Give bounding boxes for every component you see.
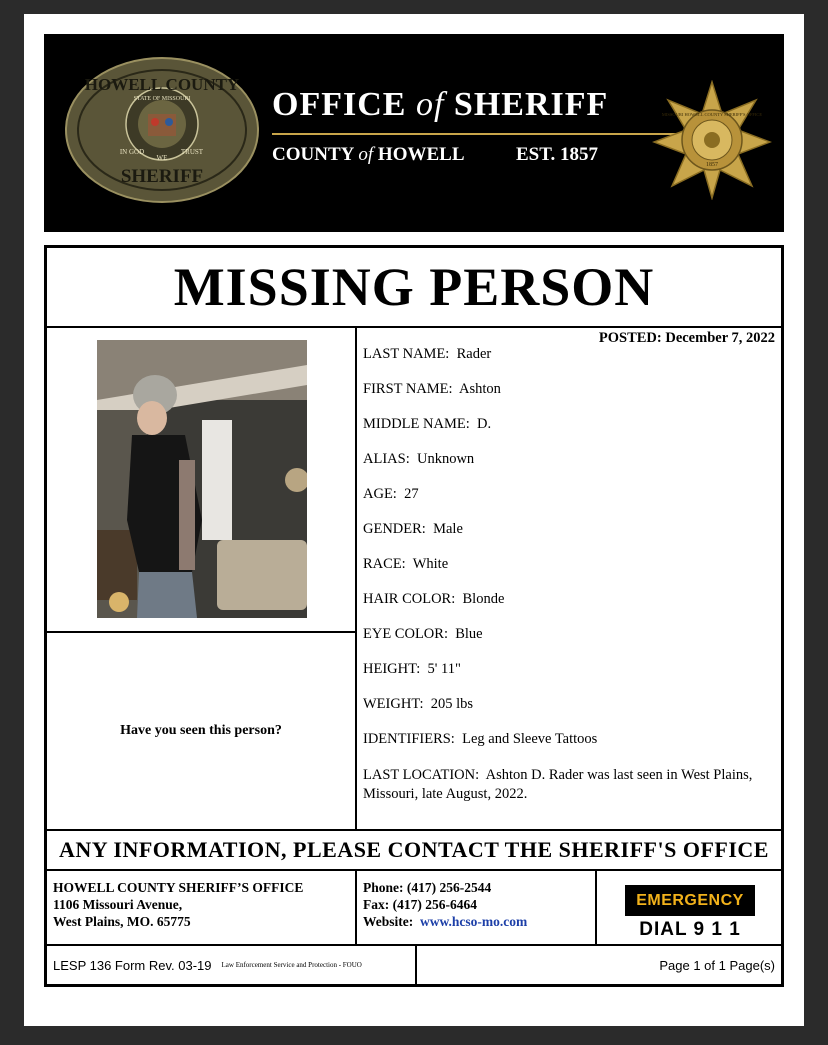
phone-number: Phone: (417) 256-2544 xyxy=(363,880,492,895)
phone-cell xyxy=(356,870,596,945)
contact-banner: ANY INFORMATION, PLEASE CONTACT THE SHERIFF'S OFFICE xyxy=(46,830,782,870)
detail-field-label: RACE: xyxy=(363,556,406,572)
detail-field xyxy=(363,556,448,573)
detail-field xyxy=(363,731,597,748)
detail-field-label: LAST LOCATION: xyxy=(363,767,480,783)
county-seal-badge-icon xyxy=(62,54,262,206)
detail-field-label: WEIGHT: xyxy=(363,696,424,712)
office-name: HOWELL COUNTY SHERIFF’S OFFICE xyxy=(53,880,304,895)
detail-field xyxy=(363,451,474,468)
missing-person-photo xyxy=(97,340,307,618)
detail-field xyxy=(363,346,491,363)
star-ring-text: MISSOURI HOWELL COUNTY SHERIFF'S OFFICE xyxy=(661,112,763,117)
detail-field-value: 5' 11" xyxy=(427,661,461,677)
detail-field-label: IDENTIFIERS: xyxy=(363,731,455,747)
missing-person-title: MISSING PERSON xyxy=(46,247,782,327)
page-count-cell xyxy=(416,945,782,985)
detail-field-label: HAIR COLOR: xyxy=(363,591,456,607)
sheriff-star-badge-icon xyxy=(652,80,772,200)
seal-motto-left: IN GOD xyxy=(119,148,145,156)
established-text: EST. 1857 xyxy=(516,144,599,165)
detail-field-value: Ashton D. Rader was last seen in West Plains, Missouri, late August, 2022. xyxy=(363,767,753,802)
fax-number: Fax: (417) 256-6464 xyxy=(363,897,477,912)
missing-person-form xyxy=(44,245,784,987)
detail-field-label: LAST NAME: xyxy=(363,346,450,362)
form-description: Law Enforcement Service and Protection - FOUO xyxy=(221,961,362,969)
detail-field-value: Blonde xyxy=(462,591,505,607)
office-city: West Plains, MO. 65775 xyxy=(53,914,191,929)
detail-field xyxy=(363,416,491,433)
office-title xyxy=(272,86,608,124)
detail-field-value: Male xyxy=(433,521,463,537)
emergency-cell xyxy=(596,870,782,945)
sheriff-header-banner xyxy=(44,34,784,232)
detail-field-value: Rader xyxy=(456,346,492,362)
poster-sheet xyxy=(24,14,804,1026)
seen-prompt-cell xyxy=(46,632,356,830)
detail-field xyxy=(363,661,461,678)
seal-state-text: STATE OF MISSOURI xyxy=(133,96,191,102)
detail-field xyxy=(363,521,463,538)
office-title-post: SHERIFF xyxy=(453,86,609,123)
detail-field-value: Blue xyxy=(455,626,483,642)
address-cell xyxy=(46,870,356,945)
emergency-label: EMERGENCY xyxy=(625,885,755,916)
detail-field-value: Ashton xyxy=(459,381,501,397)
detail-field xyxy=(363,381,501,398)
detail-field-value: 205 lbs xyxy=(430,696,474,712)
office-title-of: of xyxy=(415,86,445,123)
seen-prompt-text: Have you seen this person? xyxy=(120,723,282,738)
website-link[interactable]: www.hcso-mo.com xyxy=(420,914,528,929)
website-line xyxy=(363,913,595,930)
detail-field-value: D. xyxy=(476,416,492,432)
office-title-pre: OFFICE xyxy=(272,86,407,123)
detail-field xyxy=(363,486,419,503)
page-count: Page 1 of 1 Page(s) xyxy=(659,957,775,973)
county-line xyxy=(272,144,465,166)
details-cell xyxy=(356,327,782,830)
gold-divider xyxy=(272,133,712,135)
website-label: Website: xyxy=(363,914,414,929)
detail-field-label: MIDDLE NAME: xyxy=(363,416,470,432)
detail-field xyxy=(363,696,473,713)
detail-field-value: Unknown xyxy=(416,451,475,467)
seal-top-text: HOWELL COUNTY xyxy=(84,75,240,94)
form-id: LESP 136 Form Rev. 03-19 xyxy=(53,957,212,973)
detail-field-label: HEIGHT: xyxy=(363,661,421,677)
detail-field xyxy=(363,626,483,643)
detail-field xyxy=(363,766,763,804)
dial-911: DIAL 9 1 1 xyxy=(639,919,741,940)
star-year-text: 1857 xyxy=(706,162,718,168)
detail-field-label: GENDER: xyxy=(363,521,426,537)
seal-motto-mid: WE xyxy=(156,154,168,162)
detail-field-value: 27 xyxy=(404,486,419,502)
county-post: HOWELL xyxy=(377,144,465,165)
form-id-cell xyxy=(46,945,416,985)
detail-field-label: ALIAS: xyxy=(363,451,410,467)
detail-field-value: White xyxy=(412,556,449,572)
seal-bottom-text: SHERIFF xyxy=(120,166,204,187)
detail-field-value: Leg and Sleeve Tattoos xyxy=(462,731,598,747)
office-street: 1106 Missouri Avenue, xyxy=(53,897,183,912)
seal-motto-right: TRUST xyxy=(180,148,204,156)
photo-cell xyxy=(46,327,356,632)
county-pre: COUNTY xyxy=(272,144,354,165)
detail-field-label: EYE COLOR: xyxy=(363,626,448,642)
detail-field-label: FIRST NAME: xyxy=(363,381,453,397)
detail-field xyxy=(363,591,504,608)
county-of: of xyxy=(358,144,374,165)
detail-field-label: AGE: xyxy=(363,486,397,502)
posted-date: POSTED: December 7, 2022 xyxy=(598,330,775,346)
